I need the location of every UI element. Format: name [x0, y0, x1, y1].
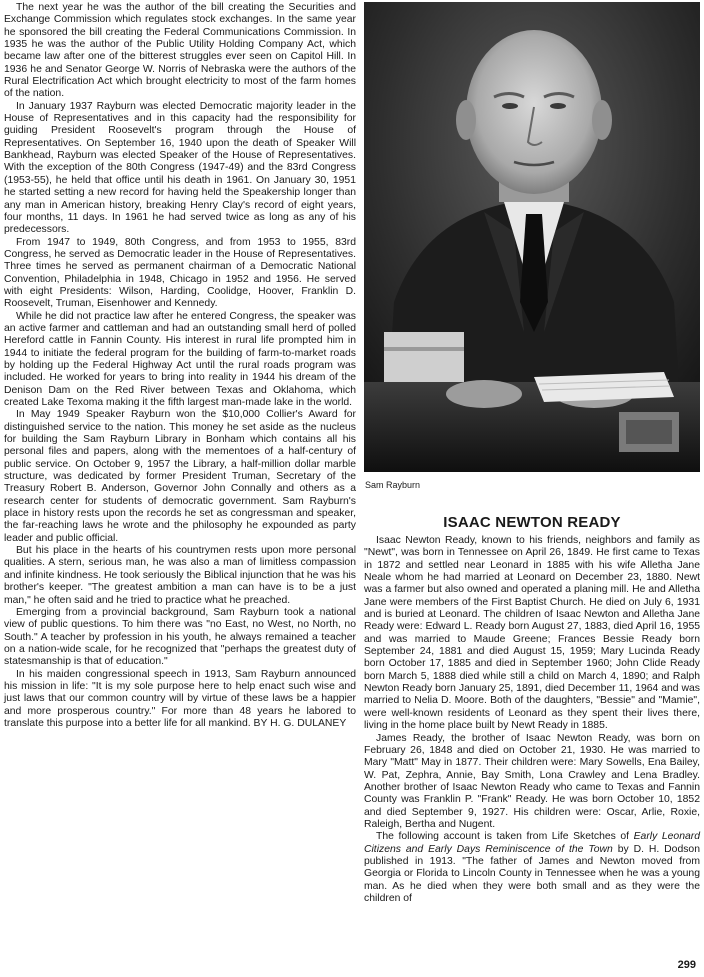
body-paragraph: Isaac Newton Ready, known to his friends, neighbors and family as "Newt", was born in Tennessee on April 26, 1849. He first came to Texas in 1872 and settled near Leonard in 1885 with his wife Alletha Jane Neale whom he had married at Leonard on December 23, 1880. Newt was a farmer but also owned and operated a planing mill. He and Alletha Jane were members of the First Baptist Church. He died on July 6, 1931 and is buried at Leonard. The children of Isaac Newton and Alletha Jane Ready were: Edward L. Ready born August 27, 1883, died April 16, 1955 and was married to Maude Greene; Frances Bessie Ready born September 24, 1881 and died August 15, 1959; Mary Lucinda Ready born October 17, 1885 and died in September 1960; John Clide Ready born March 5, 1888 died while still a child on March 4, 1890; and Ralph Newton Ready born January 25, 1891, died December 11, 1964 and was married to Nelia D. Moore. Both of the daughters, "Bessie" and "Mamie", were well-known residents of Leonard as they spent their lives there, living in the home place built by Newt Ready in 1885. [364, 535, 700, 732]
body-paragraph [364, 831, 700, 905]
paragraph-rest: by D. H. Dodson published in 1913. "The father of James and Newton moved from Georgia or Florida to Lincoln County in Tennessee when he was a young man. As he died when they were both small and as they were the children of [364, 843, 700, 904]
body-paragraph: In May 1949 Speaker Rayburn won the $10,000 Collier's Award for distinguished service to the nation. This money he set aside as the nucleus for building the Sam Rayburn Library in Bonham which contains all his personal files and papers, along with the mementoes of a half-century of public service. On October 9, 1957 the Library, a half-million dollar marble structure, was dedicated by former President Truman, Secretary of the Treasury Robert B. Anderson, Governor John Connally and others as a research center for students of democratic government. Sam Rayburn's place in history rests upon the records he set as congressman and speaker, the far-reaching laws he wrote and the philosophy he expounded as party leader and public official. [4, 409, 356, 544]
body-paragraph: Emerging from a provincial background, Sam Rayburn took a national view of public questions. To him there was "no East, no West, no North, no South." A teacher by profession in his youth, he always remained a teacher on a nation-wide scale, for he recognized that "perhaps the greatest duty of statesmanship is that of education." [4, 606, 356, 668]
right-column [364, 2, 700, 905]
body-paragraph: In his maiden congressional speech in 1913, Sam Rayburn announced his mission in life: "It is my sole purpose here to help enact such wise and just laws that our common country will by virtue of these laws be a happier and more prosperous country." For more than 48 years he labored to translate this purpose into a better life for all mankind. BY H. G. DULANEY [4, 668, 356, 729]
body-paragraph: James Ready, the brother of Isaac Newton Ready, was born on February 26, 1848 and died on October 21, 1930. He was married to Mary "Matt" May in 1877. Their children were: Mary Sowells, Ena Bailey, W. Pat, Zephra, Annie, Bay Smith, Lona Crawley and Lena Bradley. Another brother of Isaac Newton Ready who came to Texas and Fannin County was Franklin P. "Frank" Ready. He was born October 10, 1852 and died September 9, 1927. His children were: Oscar, Arlie, Roxie, Raleigh, Bertha and Nugent. [364, 732, 700, 830]
section-heading: ISAAC NEWTON READY [443, 514, 621, 531]
body-paragraph: From 1947 to 1949, 80th Congress, and from 1953 to 1955, 83rd Congress, he served as Democratic leader in the House of Representatives. Three times he served as permanent chairman of a Democratic National Convention, Philadelphia in 1948, Chicago in 1952 and 1956. He served with eight Presidents: Wilson, Harding, Coolidge, Hoover, Franklin D. Roosevelt, Truman, Eisenhower and Kennedy. [4, 236, 356, 310]
section-body [364, 535, 700, 905]
body-paragraph: In January 1937 Rayburn was elected Democratic majority leader in the House of Representatives and in this capacity had the responsibility for guiding President Roosevelt's program through the House of Representatives. On September 16, 1940 upon the death of Speaker Will Bankhead, Rayburn was elected Speaker of the House of Representatives. With the exception of the 80th Congress (1947-49) and the 83rd Congress (1953-55), he held that office until his death in 1961. On January 30, 1951 he started setting a new record for having held the Speakership longer than any man in American history, breaking Henry Clay's record of eight years, four months, 11 days. In 1961 he had served twice as long as any of his predecessors. [4, 100, 356, 236]
body-paragraph: The next year he was the author of the bill creating the Securities and Exchange Commission which regulates stock exchanges. In the same year he sponsored the bill creating the Federal Communications Commission. In 1935 he was the author of the Public Utility Holding Company Act, which became law after one of the bitterest struggles ever seen on Capitol Hill. In 1936 he and Senator George W. Norris of Nebraska were the authors of the Rural Electrification Act which brought electricity to most of the farm homes of the nation. [4, 2, 356, 100]
book-title: Early Leonard Citizens and Early Days Reminiscence of the Town [364, 831, 700, 855]
body-paragraph: But his place in the hearts of his countrymen rests upon more personal qualities. A stern, serious man, he was also a man of limitless compassion and infinite kindness. He took seriously the Biblical injunction that he was his brother's keeper. "The greatest ambition a man can have is to be a just man," he often said and he tried to practice what he preached. [4, 545, 356, 606]
portrait-photo [364, 2, 700, 472]
portrait-illustration [364, 2, 700, 472]
body-paragraph: While he did not practice law after he entered Congress, the speaker was an active farmer and cattleman and had an outstanding small herd of polled Hereford cattle in Fannin County. His interest in rural life prompted him in 1944 to initiate the federal program for the building of farm-to-market roads by holding up the Federal Highway Act until the rural roads program was included. He worked for years to bring into reality in 1944 his dream of the Denison Dam on the Red River between Texas and Oklahoma, which created Lake Texoma making it the fifth largest man-made lake in the world. [4, 310, 356, 408]
paragraph-lead: The following account is taken from Life Sketches of [376, 831, 634, 843]
photo-caption: Sam Rayburn [365, 480, 421, 490]
left-column [4, 2, 356, 730]
page-number: 299 [677, 959, 696, 971]
